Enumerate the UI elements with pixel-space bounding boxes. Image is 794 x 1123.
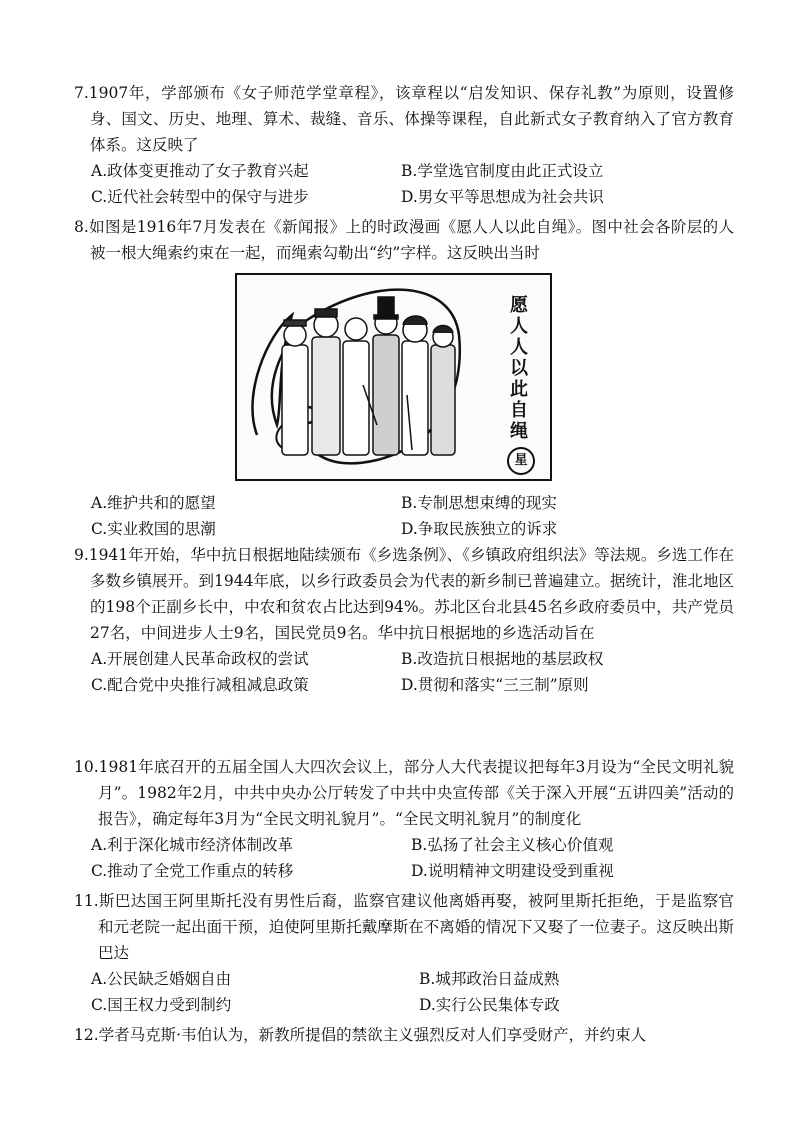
seal-mark: [507, 447, 535, 475]
option-a[interactable]: A.公民缺乏婚姻自由: [91, 970, 232, 988]
options: [74, 832, 734, 884]
question-7: [74, 80, 734, 210]
options: [74, 966, 734, 1018]
question-stem: 11.斯巴达国王阿里斯托没有男性后裔，监察官建议他离婚再娶，被阿里斯托拒绝，于是监察官和元老院一起出面干预，迫使阿里斯托戴摩斯在不离婚的情况下又娶了一位妻子。这反映出斯巴达: [74, 892, 734, 962]
option-d[interactable]: D.贯彻和落实“三三制”原则: [401, 676, 589, 694]
option-c[interactable]: C.近代社会转型中的保守与进步: [91, 188, 309, 206]
option-b[interactable]: B.专制思想束缚的现实: [401, 494, 557, 512]
question-11: [74, 888, 734, 1018]
option-c[interactable]: C.实业救国的思潮: [91, 520, 216, 538]
option-b[interactable]: B.城邦政治日益成熟: [419, 970, 560, 988]
option-a[interactable]: A.利于深化城市经济体制改革: [91, 836, 294, 854]
question-stem: 10.1981年底召开的五届全国人大四次会议上，部分人大代表提议把每年3月设为“全民文明礼貌月”。1982年2月，中共中央办公厅转发了中共中央宣传部《关于深入开展“五讲四美”活动的报告》，确定每年3月为“全民文明礼貌月”。“全民文明礼貌月”的制度化: [74, 758, 734, 828]
question-12: [74, 1022, 734, 1048]
options: [74, 158, 734, 210]
question-8: [74, 214, 734, 266]
option-c[interactable]: C.国王权力受到制约: [91, 996, 232, 1014]
option-d[interactable]: D.说明精神文明建设受到重视: [411, 862, 614, 880]
question-9: [74, 542, 734, 698]
question-stem: 8.如图是1916年7月发表在《新闻报》上的时政漫画《愿人人以此自绳》。图中社会各阶层的人被一根大绳索约束在一起，而绳索勾勒出“约”字样。这反映出当时: [74, 218, 734, 262]
cartoon-drawing: [237, 275, 550, 479]
option-b[interactable]: B.弘扬了社会主义核心价值观: [411, 836, 614, 854]
option-d[interactable]: D.争取民族独立的诉求: [401, 520, 558, 538]
cartoon-figure: [235, 273, 552, 481]
option-a[interactable]: A.政体变更推动了女子教育兴起: [91, 162, 309, 180]
question-stem: 9.1941年开始，华中抗日根据地陆续颁布《乡选条例》、《乡镇政府组织法》等法规。乡选工作在多数乡镇展开。到1944年底，以乡行政委员会为代表的新乡制已普遍建立。据统计，淮北地区的198个正副乡长中，中农和贫农占比达到94%。苏北区台北县45名乡政府委员中，共产党员27名，中间进步人士9名，国民党员9名。华中抗日根据地的乡选活动旨在: [74, 546, 734, 642]
question-8-options: [74, 490, 734, 542]
cartoon-caption: 愿人人以此自绳: [510, 295, 528, 442]
option-a[interactable]: A.维护共和的愿望: [91, 494, 216, 512]
option-d[interactable]: D.男女平等思想成为社会共识: [401, 188, 604, 206]
option-d[interactable]: D.实行公民集体专政: [419, 996, 560, 1014]
option-b[interactable]: B.学堂选官制度由此正式设立: [401, 162, 604, 180]
question-stem: 12.学者马克斯·韦伯认为，新教所提倡的禁欲主义强烈反对人们享受财产，并约束人: [74, 1026, 647, 1044]
question-10: [74, 754, 734, 884]
question-stem: 7.1907年，学部颁布《女子师范学堂章程》，该章程以“启发知识、保存礼教”为原则，设置修身、国文、历史、地理、算术、裁缝、音乐、体操等课程，自此新式女子教育纳入了官方教育体系。这反映了: [74, 84, 734, 154]
seal-text: 星: [514, 453, 528, 468]
option-c[interactable]: C.推动了全党工作重点的转移: [91, 862, 294, 880]
options: [74, 646, 734, 698]
option-a[interactable]: A.开展创建人民革命政权的尝试: [91, 650, 309, 668]
option-b[interactable]: B.改造抗日根据地的基层政权: [401, 650, 604, 668]
option-c[interactable]: C.配合党中央推行减租减息政策: [91, 676, 309, 694]
